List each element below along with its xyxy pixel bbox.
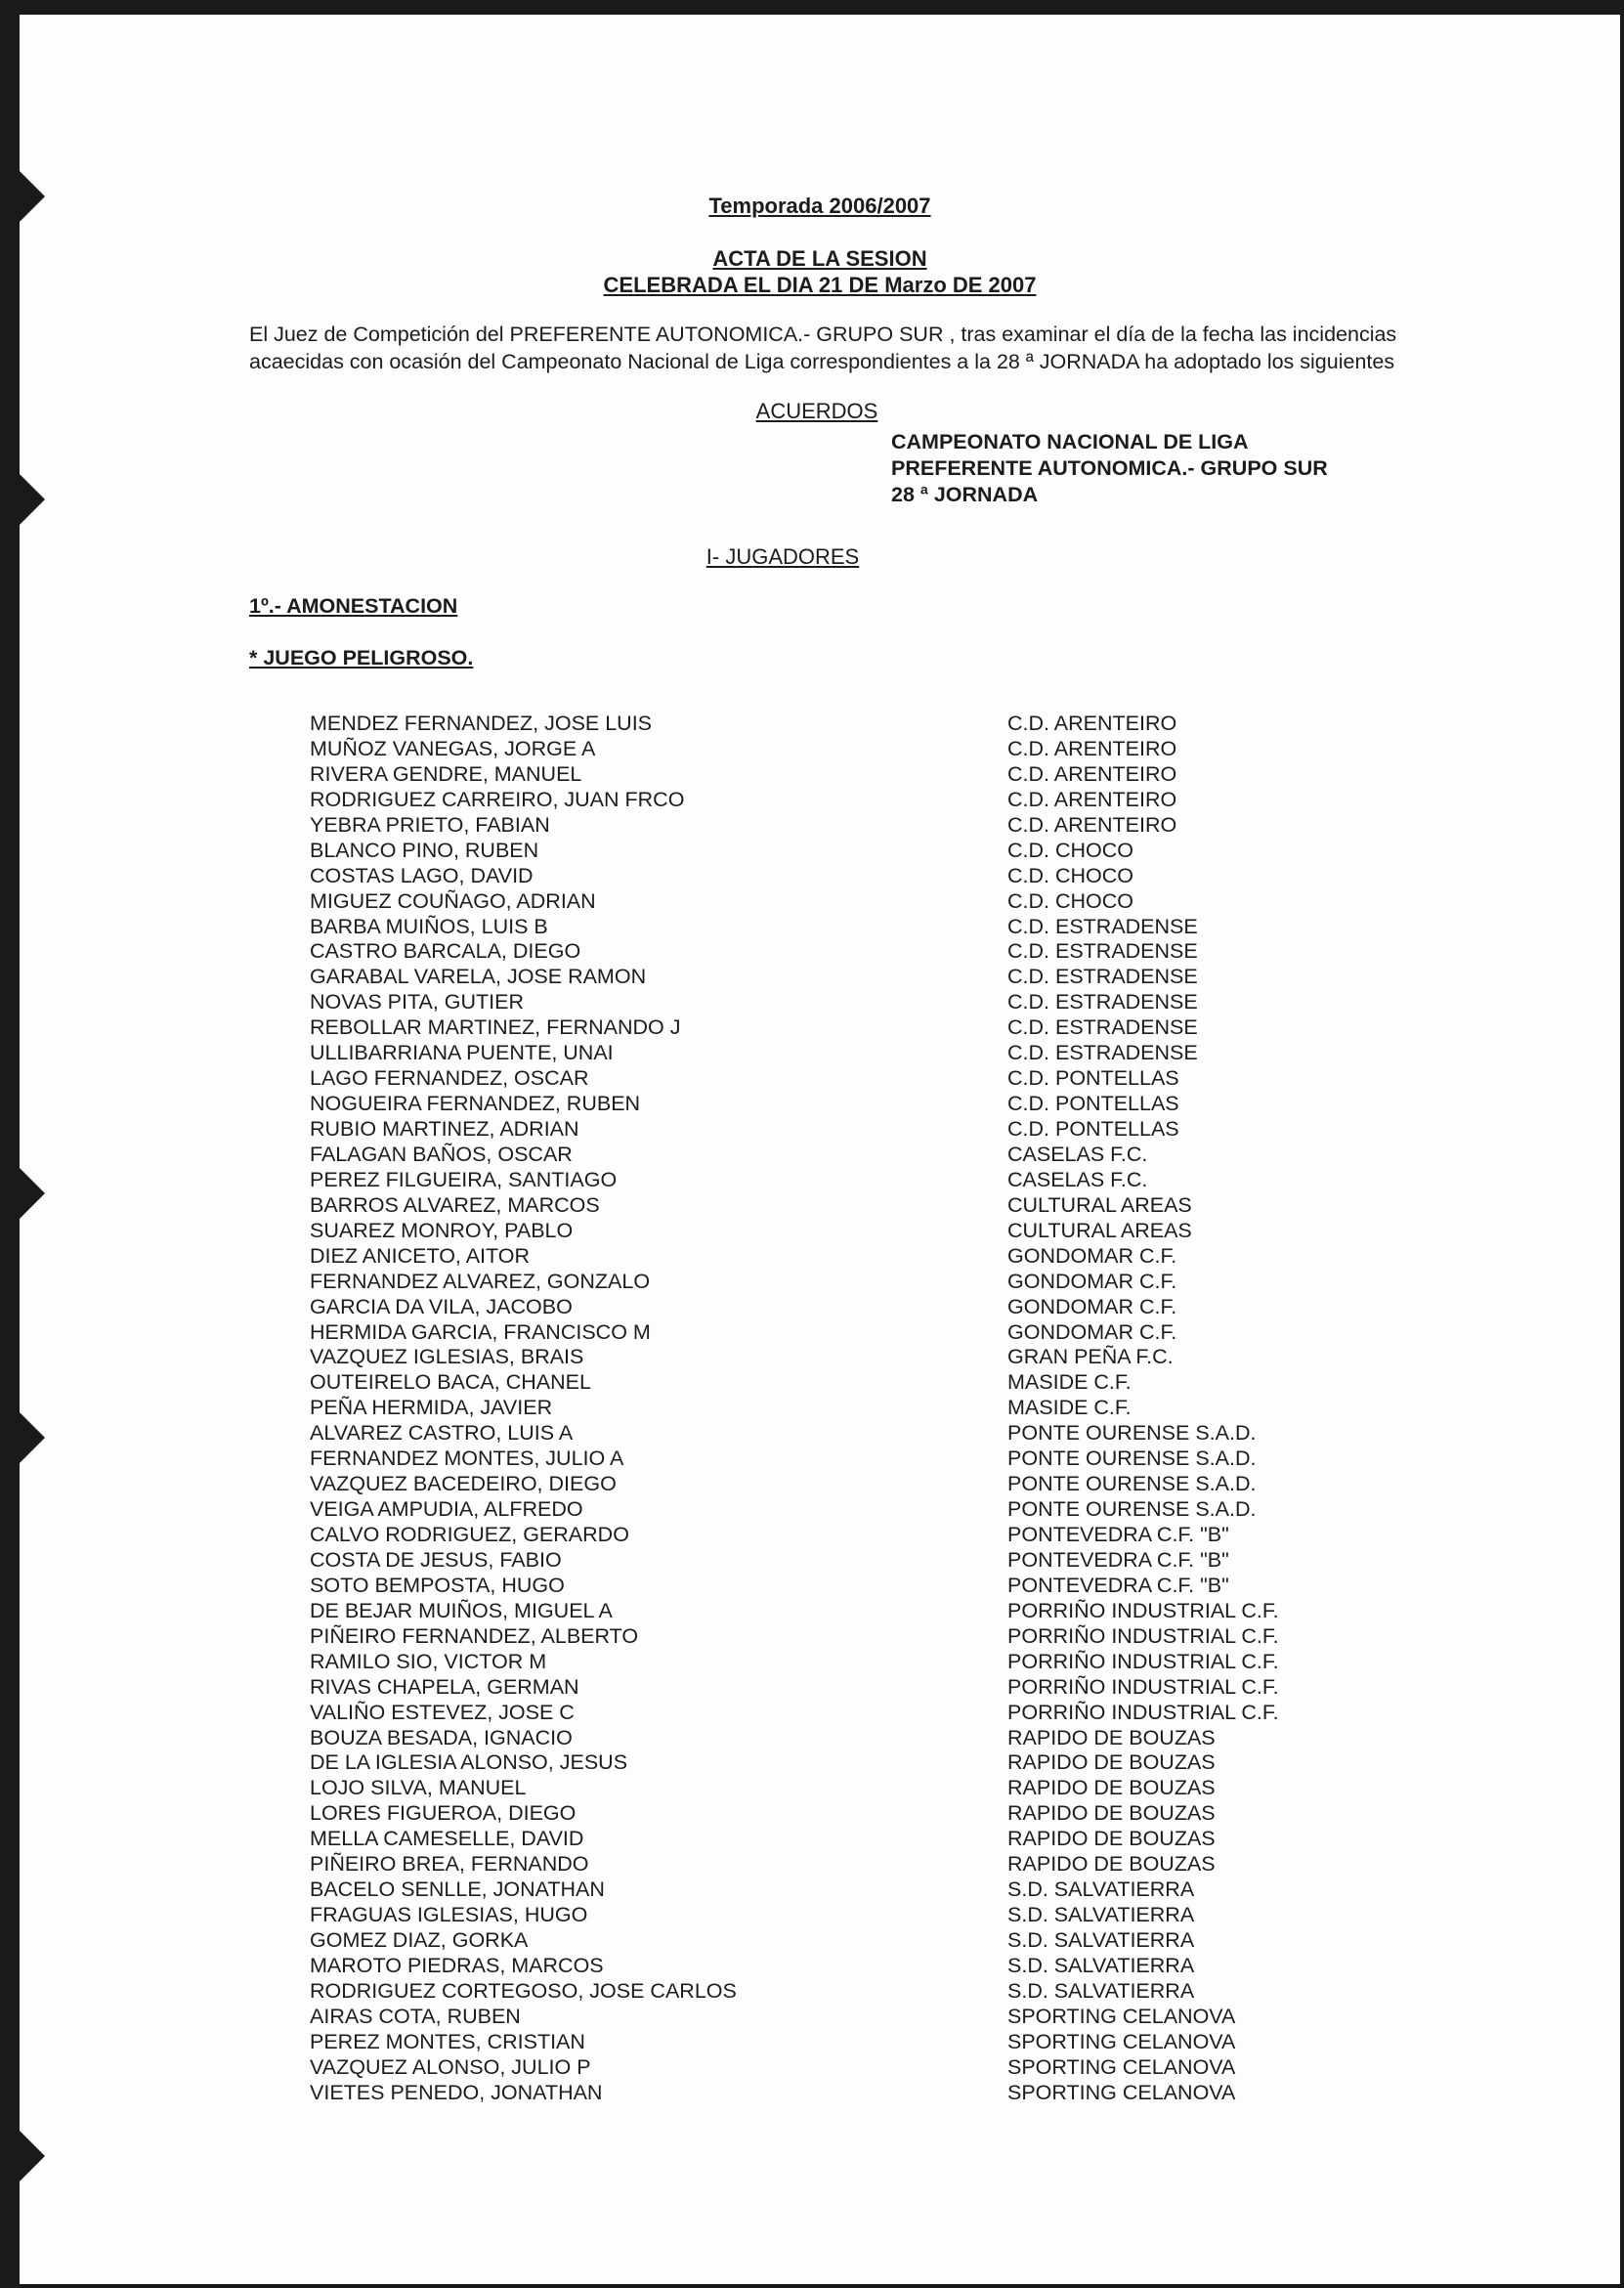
- player-name: VIETES PENEDO, JONATHAN: [310, 2080, 603, 2104]
- player-name: ULLIBARRIANA PUENTE, UNAI: [310, 1041, 614, 1065]
- player-name: FERNANDEZ MONTES, JULIO A: [310, 1446, 624, 1471]
- player-club: S.D. SALVATIERRA: [1007, 1953, 1195, 1977]
- list-item: [310, 939, 1385, 965]
- player-club: MASIDE C.F.: [1007, 1396, 1132, 1420]
- player-name: MAROTO PIEDRAS, MARCOS: [310, 1953, 604, 1977]
- player-name: FERNANDEZ ALVAREZ, GONZALO: [310, 1269, 651, 1293]
- player-name: LOJO SILVA, MANUEL: [310, 1776, 527, 1800]
- list-item: [310, 762, 1385, 788]
- player-club: CASELAS F.C.: [1007, 1167, 1148, 1191]
- player-club: C.D. CHOCO: [1007, 863, 1133, 887]
- player-name: VEIGA AMPUDIA, ALFREDO: [310, 1497, 583, 1522]
- player-name: GOMEZ DIAZ, GORKA: [310, 1928, 529, 1952]
- subsection-title: 1º.- AMONESTACION: [249, 594, 458, 618]
- list-item: [310, 1117, 1385, 1143]
- player-club: C.D. PONTELLAS: [1007, 1092, 1179, 1116]
- player-club: PORRIÑO INDUSTRIAL C.F.: [1007, 1700, 1279, 1724]
- player-club: SPORTING CELANOVA: [1007, 2054, 1236, 2079]
- player-name: BARROS ALVAREZ, MARCOS: [310, 1192, 600, 1217]
- player-name: HERMIDA GARCIA, FRANCISCO M: [310, 1319, 651, 1344]
- player-club: SPORTING CELANOVA: [1007, 2080, 1236, 2104]
- competition-line-2: PREFERENTE AUTONOMICA.- GRUPO SUR: [891, 456, 1328, 480]
- player-club: C.D. PONTELLAS: [1007, 1117, 1179, 1141]
- player-name: VAZQUEZ ALONSO, JULIO P: [310, 2054, 591, 2079]
- competition-line-3: 28 ª JORNADA: [891, 483, 1039, 506]
- list-item: [310, 2055, 1385, 2081]
- player-club: PONTEVEDRA C.F. "B": [1007, 1547, 1229, 1572]
- player-name: CASTRO BARCALA, DIEGO: [310, 939, 581, 964]
- list-item: [310, 737, 1385, 762]
- player-name: BOUZA BESADA, IGNACIO: [310, 1725, 573, 1749]
- player-club: PORRIÑO INDUSTRIAL C.F.: [1007, 1649, 1279, 1673]
- player-name: FRAGUAS IGLESIAS, HUGO: [310, 1903, 588, 1927]
- player-name: FALAGAN BAÑOS, OSCAR: [310, 1142, 573, 1166]
- list-item: [310, 839, 1385, 864]
- player-club: SPORTING CELANOVA: [1007, 2004, 1236, 2028]
- list-item: [310, 1750, 1385, 1776]
- list-item: [310, 2005, 1385, 2030]
- player-club: CASELAS F.C.: [1007, 1142, 1148, 1166]
- player-club: C.D. ARENTEIRO: [1007, 761, 1177, 786]
- player-name: YEBRA PRIETO, FABIAN: [310, 812, 550, 837]
- player-club: C.D. ARENTEIRO: [1007, 736, 1177, 760]
- player-club: CULTURAL AREAS: [1007, 1192, 1192, 1217]
- player-club: C.D. ESTRADENSE: [1007, 990, 1198, 1014]
- document-page: [20, 15, 1620, 2284]
- intro-paragraph: El Juez de Competición del PREFERENTE AUTONOMICA.- GRUPO SUR , tras examinar el día de la fecha las incidencias acaecidas con ocasión del Campeonato Nacional de Liga correspondientes a la 28 ª JORNADA ha adoptado los siguientes: [249, 323, 1397, 373]
- list-item: [310, 1168, 1385, 1193]
- player-name: BACELO SENLLE, JONATHAN: [310, 1878, 605, 1902]
- player-club: CULTURAL AREAS: [1007, 1218, 1192, 1242]
- competition-line-1: CAMPEONATO NACIONAL DE LIGA: [891, 430, 1249, 453]
- player-name: NOGUEIRA FERNANDEZ, RUBEN: [310, 1092, 641, 1116]
- player-name: RIVAS CHAPELA, GERMAN: [310, 1674, 579, 1699]
- player-club: S.D. SALVATIERRA: [1007, 1978, 1195, 2003]
- player-club: C.D. ARENTEIRO: [1007, 812, 1177, 837]
- list-item: [310, 1219, 1385, 1244]
- player-club: PONTE OURENSE S.A.D.: [1007, 1446, 1257, 1471]
- player-name: CALVO RODRIGUEZ, GERARDO: [310, 1523, 629, 1546]
- player-club: C.D. ESTRADENSE: [1007, 914, 1198, 938]
- list-item: [310, 788, 1385, 813]
- list-item: [310, 1143, 1385, 1168]
- player-name: LAGO FERNANDEZ, OSCAR: [310, 1066, 589, 1091]
- player-name: SOTO BEMPOSTA, HUGO: [310, 1573, 565, 1597]
- player-name: DIEZ ANICETO, AITOR: [310, 1243, 531, 1268]
- player-name: ALVAREZ CASTRO, LUIS A: [310, 1421, 574, 1446]
- list-item: [310, 1878, 1385, 1903]
- player-name: COSTA DE JESUS, FABIO: [310, 1547, 562, 1572]
- list-item: [310, 1903, 1385, 1928]
- player-name: PIÑEIRO FERNANDEZ, ALBERTO: [310, 1623, 639, 1648]
- player-club: PORRIÑO INDUSTRIAL C.F.: [1007, 1598, 1279, 1622]
- list-item: [310, 1852, 1385, 1878]
- player-name: VAZQUEZ BACEDEIRO, DIEGO: [310, 1472, 617, 1496]
- list-item: [310, 1675, 1385, 1701]
- player-name: RODRIGUEZ CORTEGOSO, JOSE CARLOS: [310, 1978, 737, 2003]
- season-title: Temporada 2006/2007: [708, 194, 931, 218]
- list-item: [310, 1827, 1385, 1852]
- torn-edge-mark: [20, 1412, 45, 1463]
- player-name: RUBIO MARTINEZ, ADRIAN: [310, 1117, 579, 1141]
- list-item: [310, 1270, 1385, 1295]
- player-club: C.D. ARENTEIRO: [1007, 787, 1177, 811]
- list-item: [310, 1066, 1385, 1092]
- player-name: MIGUEZ COUÑAGO, ADRIAN: [310, 888, 596, 913]
- player-name: COSTAS LAGO, DAVID: [310, 863, 534, 887]
- list-item: [310, 965, 1385, 990]
- player-name: DE BEJAR MUIÑOS, MIGUEL A: [310, 1598, 613, 1622]
- player-list: [310, 712, 1385, 2106]
- player-club: RAPIDO DE BOUZAS: [1007, 1750, 1216, 1775]
- player-name: OUTEIRELO BACA, CHANEL: [310, 1370, 591, 1395]
- player-club: C.D. ARENTEIRO: [1007, 712, 1177, 735]
- list-item: [310, 1523, 1385, 1548]
- list-item: [310, 1396, 1385, 1421]
- player-name: MUÑOZ VANEGAS, JORGE A: [310, 736, 596, 760]
- competition-block: [891, 429, 1328, 508]
- list-item: [310, 1726, 1385, 1751]
- player-name: VAZQUEZ IGLESIAS, BRAIS: [310, 1345, 584, 1369]
- player-name: AIRAS COTA, RUBEN: [310, 2004, 521, 2028]
- player-club: PORRIÑO INDUSTRIAL C.F.: [1007, 1623, 1279, 1648]
- player-name: MENDEZ FERNANDEZ, JOSE LUIS: [310, 712, 653, 735]
- player-name: PEÑA HERMIDA, JAVIER: [310, 1396, 553, 1420]
- player-club: GONDOMAR C.F.: [1007, 1269, 1177, 1293]
- list-item: [310, 813, 1385, 839]
- list-item: [310, 1650, 1385, 1675]
- player-club: MASIDE C.F.: [1007, 1370, 1132, 1395]
- list-item: [310, 1472, 1385, 1497]
- section-title: I- JUGADORES: [705, 544, 860, 569]
- list-item: [310, 712, 1385, 737]
- player-club: RAPIDO DE BOUZAS: [1007, 1852, 1216, 1877]
- player-name: BLANCO PINO, RUBEN: [310, 838, 539, 862]
- player-name: DE LA IGLESIA ALONSO, JESUS: [310, 1750, 628, 1775]
- list-item: [310, 1701, 1385, 1726]
- list-item: [310, 1928, 1385, 1954]
- player-name: PEREZ FILGUEIRA, SANTIAGO: [310, 1167, 618, 1191]
- list-item: [310, 1624, 1385, 1650]
- player-club: C.D. CHOCO: [1007, 838, 1133, 862]
- player-club: S.D. SALVATIERRA: [1007, 1878, 1195, 1902]
- player-name: REBOLLAR MARTINEZ, FERNANDO J: [310, 1015, 681, 1040]
- player-club: SPORTING CELANOVA: [1007, 2029, 1236, 2053]
- list-item: [310, 1979, 1385, 2005]
- player-name: MELLA CAMESELLE, DAVID: [310, 1827, 584, 1851]
- player-club: RAPIDO DE BOUZAS: [1007, 1725, 1216, 1749]
- player-club: C.D. PONTELLAS: [1007, 1066, 1179, 1091]
- player-club: C.D. ESTRADENSE: [1007, 965, 1198, 989]
- list-item: [310, 1497, 1385, 1523]
- list-item: [310, 1776, 1385, 1801]
- player-name: RAMILO SIO, VICTOR M: [310, 1649, 547, 1673]
- player-club: PORRIÑO INDUSTRIAL C.F.: [1007, 1674, 1279, 1699]
- list-item: [310, 1548, 1385, 1574]
- list-item: [310, 915, 1385, 940]
- player-club: GRAN PEÑA F.C.: [1007, 1345, 1174, 1369]
- player-club: RAPIDO DE BOUZAS: [1007, 1827, 1216, 1851]
- list-item: [310, 1954, 1385, 1979]
- player-club: C.D. ESTRADENSE: [1007, 1015, 1198, 1040]
- list-item: [310, 1244, 1385, 1270]
- list-item: [310, 1370, 1385, 1396]
- player-name: GARABAL VARELA, JOSE RAMON: [310, 965, 647, 989]
- player-name: RODRIGUEZ CARREIRO, JUAN FRCO: [310, 787, 685, 811]
- player-club: GONDOMAR C.F.: [1007, 1294, 1177, 1318]
- player-club: C.D. CHOCO: [1007, 888, 1133, 913]
- player-name: BARBA MUIÑOS, LUIS B: [310, 914, 548, 938]
- torn-edge-mark: [20, 2131, 45, 2181]
- player-club: S.D. SALVATIERRA: [1007, 1903, 1195, 1927]
- torn-edge-mark: [20, 474, 45, 525]
- reason-title: * JUEGO PELIGROSO.: [249, 646, 474, 669]
- list-item: [310, 990, 1385, 1015]
- player-name: VALIÑO ESTEVEZ, JOSE C: [310, 1700, 575, 1724]
- player-name: NOVAS PITA, GUTIER: [310, 990, 525, 1014]
- list-item: [310, 2081, 1385, 2106]
- torn-edge-mark: [20, 1168, 45, 1219]
- list-item: [310, 1295, 1385, 1320]
- player-name: PEREZ MONTES, CRISTIAN: [310, 2029, 585, 2053]
- player-club: RAPIDO DE BOUZAS: [1007, 1776, 1216, 1800]
- player-name: SUAREZ MONROY, PABLO: [310, 1218, 574, 1242]
- player-name: GARCIA DA VILA, JACOBO: [310, 1294, 573, 1318]
- list-item: [310, 1015, 1385, 1041]
- list-item: [310, 1599, 1385, 1624]
- player-club: PONTE OURENSE S.A.D.: [1007, 1421, 1257, 1446]
- list-item: [310, 1320, 1385, 1346]
- player-club: PONTE OURENSE S.A.D.: [1007, 1472, 1257, 1496]
- acta-title: ACTA DE LA SESION: [712, 246, 927, 271]
- list-item: [310, 1041, 1385, 1066]
- player-club: GONDOMAR C.F.: [1007, 1243, 1177, 1268]
- player-club: PONTEVEDRA C.F. "B": [1007, 1573, 1229, 1597]
- player-club: PONTE OURENSE S.A.D.: [1007, 1497, 1257, 1522]
- list-item: [310, 1092, 1385, 1117]
- list-item: [310, 1446, 1385, 1472]
- player-club: C.D. ESTRADENSE: [1007, 939, 1198, 964]
- acta-date: CELEBRADA EL DIA 21 DE Marzo DE 2007: [603, 273, 1037, 297]
- list-item: [310, 2030, 1385, 2055]
- player-club: GONDOMAR C.F.: [1007, 1319, 1177, 1344]
- player-club: C.D. ESTRADENSE: [1007, 1041, 1198, 1065]
- player-club: RAPIDO DE BOUZAS: [1007, 1801, 1216, 1826]
- player-name: LORES FIGUEROA, DIEGO: [310, 1801, 577, 1826]
- list-item: [310, 1574, 1385, 1599]
- player-name: PIÑEIRO BREA, FERNANDO: [310, 1852, 589, 1877]
- player-name: RIVERA GENDRE, MANUEL: [310, 761, 582, 786]
- list-item: [310, 1193, 1385, 1219]
- list-item: [310, 889, 1385, 915]
- list-item: [310, 1801, 1385, 1827]
- player-club: S.D. SALVATIERRA: [1007, 1928, 1195, 1952]
- acuerdos-heading: ACUERDOS: [755, 399, 878, 423]
- list-item: [310, 1421, 1385, 1446]
- list-item: [310, 864, 1385, 889]
- player-club: PONTEVEDRA C.F. "B": [1007, 1523, 1229, 1546]
- list-item: [310, 1345, 1385, 1370]
